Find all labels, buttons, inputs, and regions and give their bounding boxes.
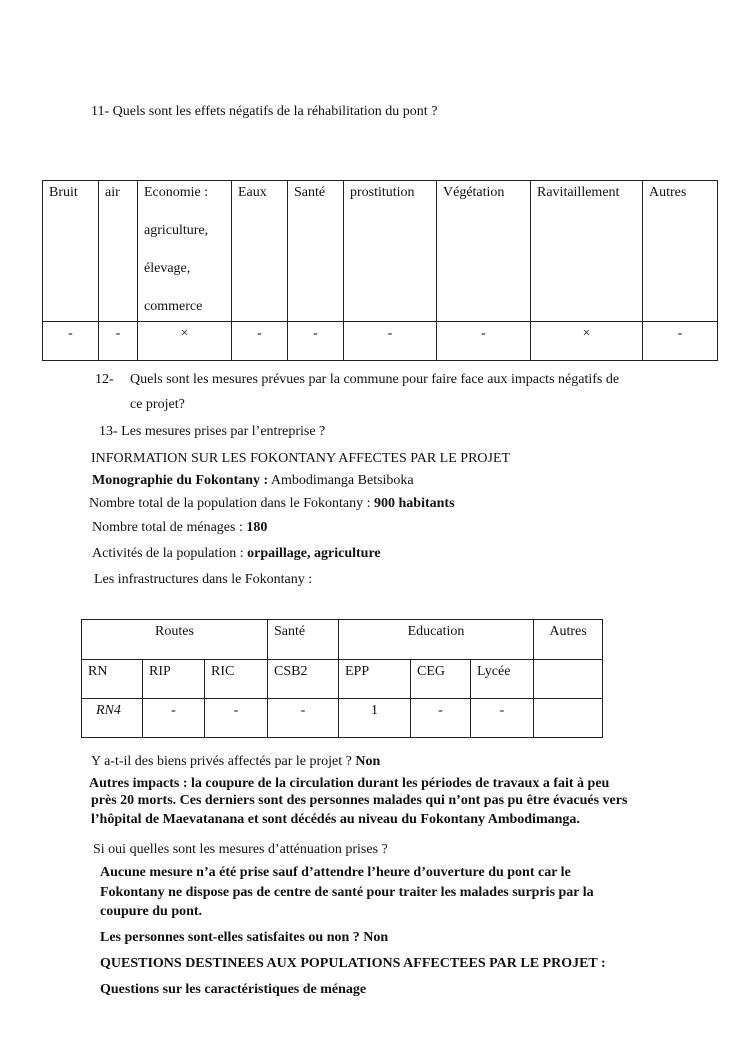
- autres-impacts-line: près 20 morts. Ces derniers sont des personnes malades qui n’ont pas pu être évacués vers: [91, 793, 628, 808]
- question-11: 11- Quels sont les effets négatifs de la réhabilitation du pont ?: [91, 104, 438, 119]
- header-bruit: Bruit: [43, 181, 99, 322]
- satisfaction: Les personnes sont-elles satisfaites ou non ? Non: [100, 930, 389, 945]
- question-12-cont: ce projet?: [130, 397, 185, 412]
- value-cell: -: [437, 322, 531, 361]
- activites: Activités de la population : orpaillage, agriculture: [92, 546, 381, 561]
- value-cell: -: [643, 322, 718, 361]
- questions-title: QUESTIONS DESTINEES AUX POPULATIONS AFFECTEES PAR LE PROJET :: [100, 956, 606, 971]
- infrastructures-label: Les infrastructures dans le Fokontany :: [94, 572, 313, 587]
- group-autres: Autres: [534, 620, 603, 660]
- questions-subtitle: Questions sur les caractéristiques de ménage: [100, 982, 367, 997]
- value-cell: -: [205, 699, 268, 738]
- autres-impacts-line: l’hôpital de Maevatanana et sont décédés au niveau du Fokontany Ambodimanga.: [91, 812, 580, 827]
- value-cell: ×: [531, 322, 643, 361]
- sub-header: RIP: [143, 660, 205, 699]
- monographie: Monographie du Fokontany : Ambodimanga Betsiboka: [92, 473, 414, 488]
- attenuation-answer: coupure du pont.: [100, 904, 203, 919]
- question-12: Quels sont les mesures prévues par la commune pour faire face aux impacts négatifs de: [130, 372, 620, 387]
- question-12-number: 12-: [95, 372, 114, 387]
- value-cell: -: [288, 322, 344, 361]
- sub-header: CEG: [411, 660, 471, 699]
- header-air: air: [99, 181, 138, 322]
- population: Nombre total de la population dans le Fokontany : 900 habitants: [89, 496, 455, 511]
- header-economie: Economie : agriculture, élevage, commerce: [138, 181, 232, 322]
- value-cell: ×: [138, 322, 232, 361]
- value-cell: -: [268, 699, 339, 738]
- biens-prives: Y a-t-il des biens privés affectés par le projet ? Non: [91, 754, 381, 769]
- group-sante: Santé: [268, 620, 339, 660]
- question-13: 13- Les mesures prises par l’entreprise ?: [99, 424, 326, 439]
- header-eaux: Eaux: [232, 181, 288, 322]
- value-cell: -: [43, 322, 99, 361]
- sub-header: RN: [82, 660, 143, 699]
- attenuation-question: Si oui quelles sont les mesures d’atténuation prises ?: [93, 842, 388, 857]
- sub-header: CSB2: [268, 660, 339, 699]
- value-cell: -: [99, 322, 138, 361]
- value-cell: [534, 699, 603, 738]
- header-prostitution: prostitution: [344, 181, 437, 322]
- sub-header: [534, 660, 603, 699]
- sub-header: Lycée: [471, 660, 534, 699]
- header-sante: Santé: [288, 181, 344, 322]
- group-routes: Routes: [82, 620, 268, 660]
- value-cell: -: [232, 322, 288, 361]
- attenuation-answer: Aucune mesure n’a été prise sauf d’attendre l’heure d’ouverture du pont car le: [100, 865, 571, 880]
- sub-header: RIC: [205, 660, 268, 699]
- header-ravitaillement: Ravitaillement: [531, 181, 643, 322]
- sub-header: EPP: [339, 660, 411, 699]
- value-cell: RN4: [82, 699, 143, 738]
- negative-effects-table: [42, 180, 718, 361]
- value-cell: -: [344, 322, 437, 361]
- infrastructures-table: [81, 619, 603, 738]
- menages: Nombre total de ménages : 180: [92, 520, 268, 535]
- group-education: Education: [339, 620, 534, 660]
- attenuation-answer: Fokontany ne dispose pas de centre de santé pour traiter les malades surpris par la: [100, 885, 594, 900]
- header-vegetation: Végétation: [437, 181, 531, 322]
- autres-impacts-line: Autres impacts : la coupure de la circulation durant les périodes de travaux a fait à peu: [89, 776, 610, 791]
- value-cell: -: [411, 699, 471, 738]
- value-cell: -: [143, 699, 205, 738]
- section-title: INFORMATION SUR LES FOKONTANY AFFECTES PAR LE PROJET: [91, 451, 511, 466]
- value-cell: 1: [339, 699, 411, 738]
- header-autres: Autres: [643, 181, 718, 322]
- value-cell: -: [471, 699, 534, 738]
